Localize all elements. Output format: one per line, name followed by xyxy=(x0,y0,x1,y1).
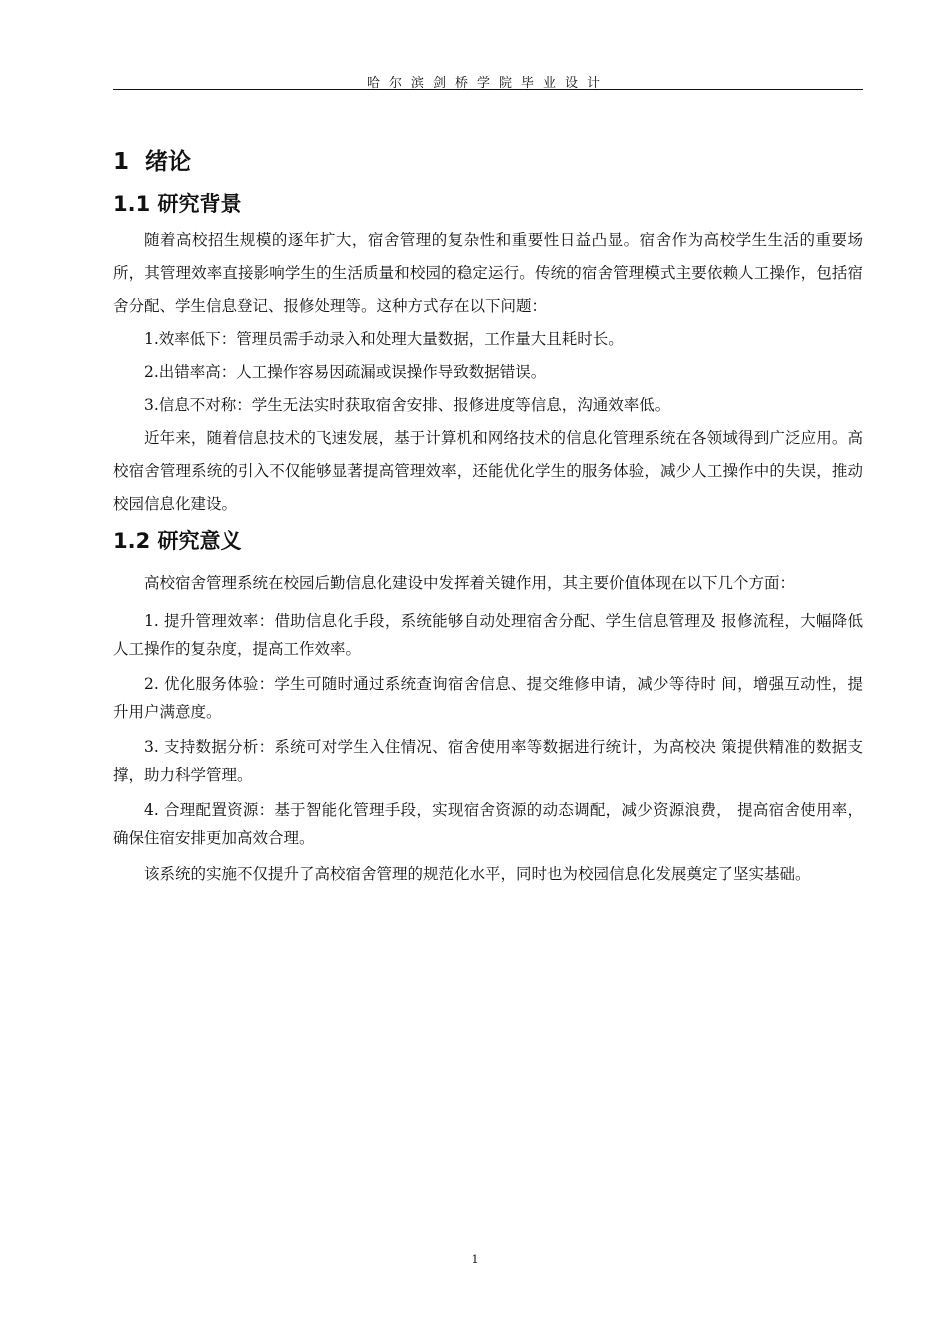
section-heading-background: 1.1 研究背景 xyxy=(113,192,242,216)
significance-point-3: 3. 支持数据分析：系统可对学生入住情况、宿舍使用率等数据进行统计，为高校决 策提供精准的数据支撑，助力科学管理。 xyxy=(113,738,863,784)
significance-intro-paragraph: 高校宿舍管理系统在校园后勤信息化建设中发挥着关键作用，其主要价值体现在以下几个方面： xyxy=(144,574,796,592)
section-heading-significance: 1.2 研究意义 xyxy=(113,529,242,553)
background-closing-paragraph: 近年来，随着信息技术的飞速发展，基于计算机和网络技术的信息化管理系统在各领域得到广泛应用。高校宿舍管理系统的引入不仅能够显著提高管理效率，还能优化学生的服务体验，减少人工操作中的失误，推动校园信息化建设。 xyxy=(113,429,863,513)
chapter-number: 1 xyxy=(113,149,130,175)
header-rule xyxy=(113,89,863,90)
significance-point-2: 2. 优化服务体验：学生可随时通过系统查询宿舍信息、提交维修申请，减少等待时 间，增强互动性，提升用户满意度。 xyxy=(113,675,863,721)
page-number: 1 xyxy=(471,1253,479,1266)
problem-item-2: 2.出错率高：人工操作容易因疏漏或误操作导致数据错误。 xyxy=(144,363,547,381)
chapter-title xyxy=(113,140,863,184)
page-header: 哈尔滨剑桥学院毕业设计 xyxy=(366,76,609,91)
problem-item-3: 3.信息不对称：学生无法实时获取宿舍安排、报修进度等信息，沟通效率低。 xyxy=(144,396,671,414)
chapter-title-text: 绪论 xyxy=(145,149,192,175)
significance-closing-paragraph: 该系统的实施不仅提升了高校宿舍管理的规范化水平，同时也为校园信息化发展奠定了坚实基础。 xyxy=(144,865,811,883)
significance-point-1: 1. 提升管理效率：借助信息化手段，系统能够自动处理宿舍分配、学生信息管理及 报修流程，大幅降低人工操作的复杂度，提高工作效率。 xyxy=(113,612,863,658)
significance-point-4: 4. 合理配置资源：基于智能化管理手段，实现宿舍资源的动态调配，减少资源浪费， 提高宿舍使用率，确保住宿安排更加高效合理。 xyxy=(113,801,863,847)
document-body xyxy=(113,140,863,891)
background-intro-paragraph: 随着高校招生规模的逐年扩大，宿舍管理的复杂性和重要性日益凸显。宿舍作为高校学生生活的重要场所，其管理效率直接影响学生的生活质量和校园的稳定运行。传统的宿舍管理模式主要依赖人工操作，包括宿舍分配、学生信息登记、报修处理等。这种方式存在以下问题： xyxy=(113,231,863,315)
problem-item-1: 1.效率低下：管理员需手动录入和处理大量数据，工作量大且耗时长。 xyxy=(144,330,624,348)
